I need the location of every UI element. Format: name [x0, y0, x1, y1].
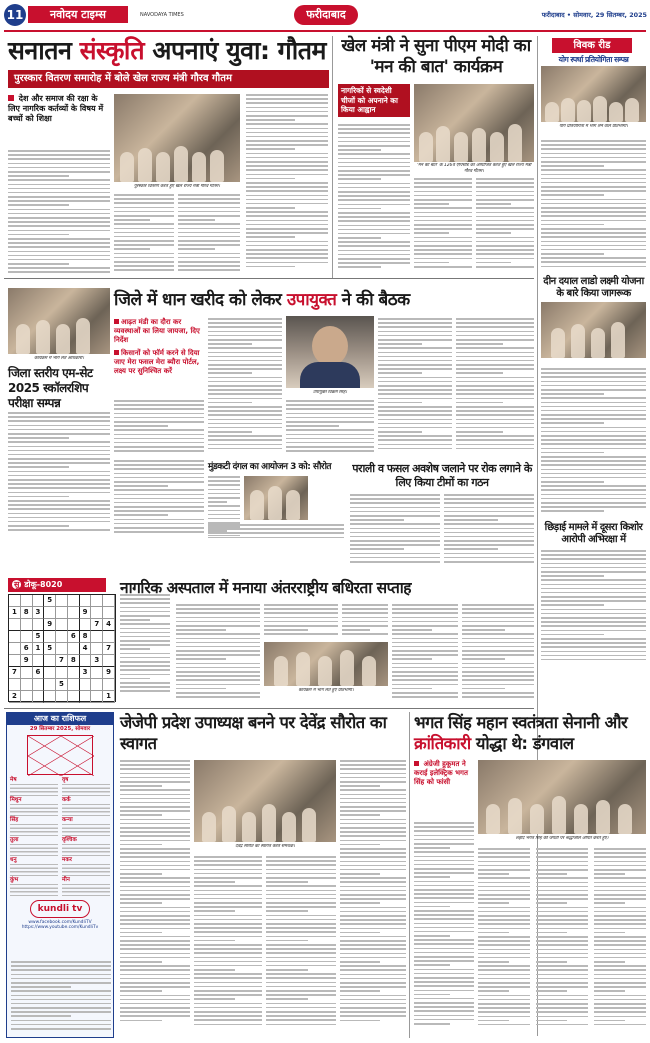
story12-photo-caption: शहीद भगत सिंह की जयंती पर श्रद्धांजलि अर्पित करते हुए। [515, 836, 609, 841]
story12-photo [478, 760, 646, 834]
sudoku-cell [9, 595, 21, 607]
section-tab [294, 5, 358, 25]
horoscope-title: आज का राशिफल [7, 713, 113, 725]
sudoku-cell: 7 [56, 655, 68, 667]
page-number-badge [4, 4, 26, 26]
sudoku-cell: 4 [103, 619, 115, 631]
story1-text-col1 [8, 150, 110, 276]
sudoku-cell: 8 [21, 607, 33, 619]
horoscope-sign-name: मिथुन [10, 797, 22, 803]
story4-left-photo [8, 288, 110, 354]
sudoku-cell [33, 619, 45, 631]
story7-text [350, 494, 440, 570]
story12-text-col1 [414, 822, 474, 1036]
story1-bullet: देश और समाज की रक्षा के लिए नागरिक कर्तव्यों के विषय में बच्चों को शिक्षा [8, 94, 104, 123]
sudoku-cell [91, 643, 103, 655]
masthead [0, 0, 650, 30]
horoscope-sign [62, 777, 110, 796]
horoscope-sign-text [62, 844, 110, 856]
horoscope-sign [10, 877, 58, 896]
sudoku-cell: 7 [9, 667, 21, 679]
sudoku-label-letter: सु [14, 580, 20, 589]
story12-bullet: अंग्रेजी हुकूमत ने कराई इलेक्ट्रिक भगत सिंह को फांसी [414, 760, 468, 786]
sudoku-cell [103, 607, 115, 619]
sudoku-cell [44, 631, 56, 643]
horoscope-sign [10, 837, 58, 856]
horoscope-text [11, 961, 111, 1035]
story11-photo-caption: देवेंद्र सौरोत का स्वागत करते समर्थक। [235, 844, 295, 849]
story10-text-col2 [264, 604, 338, 640]
story5-headline: जिला स्तरीय एम-सेट 2025 स्कॉलरशिप परीक्षा सम्पन्न [8, 366, 93, 410]
horoscope-sign-name: कन्या [62, 817, 73, 823]
story11-headline: जेजेपी प्रदेश उपाध्यक्ष बनने पर देवेंद्र सौरोत का स्वागत [120, 713, 387, 753]
story4-text-col1 [114, 400, 204, 456]
story10-headline: नागरिक अस्पताल में मनाया अंतरराष्ट्रीय बधिरता सप्ताह [120, 579, 412, 597]
sudoku-cell [21, 691, 33, 703]
horoscope-box [6, 712, 114, 1038]
horoscope-sign-text [10, 864, 58, 876]
sudoku-cell: 3 [80, 667, 92, 679]
sudoku-cell: 1 [33, 643, 45, 655]
masthead-rule [4, 30, 646, 32]
story7-text-col2 [444, 494, 534, 570]
sudoku-cell [21, 619, 33, 631]
story4-photo-caption: उपायुक्त विक्रम सिंह। [313, 390, 347, 395]
story12-text-col3 [536, 848, 588, 1036]
horoscope-sign-name: धनु [10, 857, 17, 863]
story2-text-col2 [414, 178, 472, 276]
sudoku-cell [21, 595, 33, 607]
horoscope-sign [62, 857, 110, 876]
kundli-web1: www.facebook.com/KundliTV [28, 920, 92, 925]
horoscope-sign-name: कर्क [62, 797, 71, 803]
horoscope-sign [62, 817, 110, 836]
horoscope-sign-name: मीन [62, 877, 70, 883]
sudoku-cell [91, 631, 103, 643]
sudoku-cell [9, 655, 21, 667]
sudoku-cell [68, 595, 80, 607]
sudoku-cell [80, 619, 92, 631]
story2-photo-caption: 'मन की बात' के 126वें एपिसोड का आयोजित करते हुए खेल राज्य मंत्री गौरव गौतम। [416, 163, 532, 174]
sudoku-cell [103, 595, 115, 607]
paper-name-small: NAVODAYA TIMES [140, 12, 184, 18]
story3-photo [541, 66, 646, 122]
bullet-square-icon [8, 95, 14, 101]
story10-text-col5 [462, 604, 534, 704]
sudoku-cell: 3 [91, 655, 103, 667]
story11-text-col3 [266, 856, 336, 1036]
horoscope-sign [62, 877, 110, 896]
sudoku-cell: 6 [68, 631, 80, 643]
sudoku-cell [103, 655, 115, 667]
sudoku-cell [33, 595, 45, 607]
story2-photo [414, 84, 534, 162]
story12-headline: भगत सिंह महान स्वतंत्रता सेनानी और क्रांतिकारी योद्धा थे: डंगवाल [414, 713, 628, 753]
sudoku-cell: 2 [9, 691, 21, 703]
story9-text [541, 550, 646, 668]
story6-photo [244, 476, 308, 520]
horoscope-date: 29 सितम्बर 2025, सोमवार [29, 726, 91, 732]
sudoku-cell [103, 631, 115, 643]
horoscope-sign-text [62, 804, 110, 816]
section-rule [4, 278, 534, 279]
sudoku-cell [91, 679, 103, 691]
story10-text-col4 [392, 604, 458, 704]
horoscope-sign-text [62, 784, 110, 796]
sudoku-cell [91, 607, 103, 619]
story1-photo-caption: पुरस्कार वितरण करते हुए खेल राज्य मंत्री गौरव गौतम। [134, 184, 220, 189]
sudoku-cell [9, 619, 21, 631]
sudoku-cell [56, 631, 68, 643]
sudoku-label [8, 578, 106, 592]
sudoku-cell [68, 619, 80, 631]
story2-text-col3 [476, 178, 534, 276]
section-rule [4, 708, 534, 709]
kundli-diagram-icon [28, 736, 94, 776]
sudoku-cell [103, 679, 115, 691]
story1-text-col2 [114, 194, 174, 276]
story1-strap: पुरस्कार वितरण समारोह में बोले खेल राज्य मंत्री गौरव गौतम [8, 70, 329, 88]
sudoku-cell: 1 [103, 691, 115, 703]
story4-text-col3 [286, 400, 374, 456]
sudoku-cell [44, 607, 56, 619]
story2-headline: खेल मंत्री ने सुना पीएम मोदी का 'मन की बात' कार्यक्रम [341, 36, 531, 77]
sudoku-cell: 8 [68, 655, 80, 667]
story1-text-col4 [246, 94, 328, 276]
horoscope-sign [10, 857, 58, 876]
sudoku-cell [91, 667, 103, 679]
story3-photo-caption: योग प्रतियोगिता में भाग लेने वाले प्रतिभागी। [559, 124, 628, 129]
story8-text [541, 368, 646, 518]
sudoku-cell: 9 [44, 619, 56, 631]
story6-text-col2 [208, 524, 344, 540]
story11-text-col1 [120, 760, 190, 1036]
sudoku-cell [80, 595, 92, 607]
story4-text-col2 [208, 318, 282, 456]
story11-text-col4 [340, 760, 406, 1036]
horoscope-sign-text [10, 784, 58, 796]
sudoku-cell [80, 655, 92, 667]
story11-text-col2 [194, 856, 262, 1036]
sudoku-cell [33, 655, 45, 667]
sudoku-cell: 5 [44, 643, 56, 655]
page-number: 11 [6, 8, 24, 22]
sudoku-cell [21, 631, 33, 643]
horoscope-sign-name: सिंह [10, 817, 19, 823]
sudoku-cell [56, 667, 68, 679]
horoscope-sign-text [62, 884, 110, 896]
horoscope-sign [10, 777, 58, 796]
bullet-square-icon [414, 761, 419, 766]
sudoku-cell [9, 631, 21, 643]
sudoku-cell [68, 643, 80, 655]
sudoku-cell [44, 679, 56, 691]
story5-text-col2 [114, 460, 204, 540]
sudoku-cell: 8 [80, 631, 92, 643]
horoscope-sign-text [10, 844, 58, 856]
story11-photo [194, 760, 336, 842]
sudoku-cell [91, 691, 103, 703]
sudoku-cell: 6 [21, 643, 33, 655]
sudoku-cell [33, 691, 45, 703]
sudoku-cell [33, 679, 45, 691]
horoscope-sign-name: मकर [62, 857, 72, 863]
sudoku-cell [68, 679, 80, 691]
sudoku-cell [56, 691, 68, 703]
kundli-brand: kundli tv [37, 904, 83, 914]
sudoku-cell [9, 679, 21, 691]
horoscope-sign-text [62, 864, 110, 876]
sudoku-cell: 6 [33, 667, 45, 679]
sudoku-cell [68, 691, 80, 703]
horoscope-sign-name: मेष [10, 777, 17, 783]
story7-headline: पराली व फसल अवशेष जलाने पर रोक लगाने के लिए किया टीमों का गठन [352, 462, 532, 489]
story4-text-col5 [456, 318, 534, 456]
paper-name-box [28, 6, 128, 23]
sudoku-cell [44, 691, 56, 703]
story1-text-col3 [178, 194, 240, 276]
sudoku-cell: 4 [80, 643, 92, 655]
story3-kicker: विवक रीड [552, 38, 632, 53]
story4-headline: जिले में धान खरीद को लेकर उपायुक्त ने की बैठक [114, 290, 410, 310]
story3-text [541, 140, 646, 276]
bullet-square-icon [114, 350, 119, 355]
sudoku-cell: 1 [9, 607, 21, 619]
sudoku-cell: 7 [103, 643, 115, 655]
story1-photo [114, 94, 240, 182]
horoscope-sign-name: कुंभ [10, 877, 19, 883]
story2-text-col1 [338, 124, 410, 276]
story4-bullets [114, 318, 204, 376]
section-name: फरीदाबाद [306, 8, 346, 21]
story8-headline: दीन दयाल लाडो लक्ष्मी योजना के बारे किया जागरूक [543, 276, 644, 299]
story8-photo [541, 302, 646, 358]
sudoku-solution-text [120, 594, 170, 698]
sudoku-cell: 5 [33, 631, 45, 643]
sudoku-cell [68, 607, 80, 619]
bullet-square-icon [114, 319, 119, 324]
date-line: फरीदाबाद • सोमवार, 29 सितम्बर, 2025 [541, 11, 647, 19]
sudoku-cell [44, 667, 56, 679]
horoscope-sign-name: वृष [62, 777, 69, 783]
story10-text-col1 [176, 604, 260, 704]
horoscope-sign-text [62, 824, 110, 836]
horoscope-sign-text [10, 804, 58, 816]
sudoku-cell [9, 643, 21, 655]
story3-headline: योग स्पर्धा प्रतियोगिता सम्पन्न [558, 55, 629, 64]
col-rule [332, 36, 333, 278]
sudoku-grid [8, 594, 116, 702]
kundli-logo [30, 900, 90, 918]
story4-photo [286, 316, 374, 388]
sudoku-cell [56, 607, 68, 619]
sudoku-cell [56, 643, 68, 655]
story12-text-col2 [478, 848, 530, 1036]
sudoku-cell [56, 595, 68, 607]
sudoku-cell [80, 691, 92, 703]
story4-left-caption: कार्यक्रम में भाग लेते अधिकारी। [34, 356, 84, 361]
story12-text-col4 [594, 848, 646, 1036]
kundli-web2: https://www.youtube.com/KundliTv [21, 925, 99, 930]
sudoku-cell: 5 [56, 679, 68, 691]
horoscope-sign-name: तुला [10, 837, 19, 843]
horoscope-signs [7, 777, 113, 896]
horoscope-sign-text [10, 824, 58, 836]
col-rule [409, 712, 410, 1038]
horoscope-sign [62, 797, 110, 816]
story4-text-col4 [378, 318, 452, 456]
story4-bullet2: किसानों को फॉर्म करने से दिया जाए मेरा फसल मेरा ब्यौरा पोर्टल, लक्ष्य पर सुनिश्चित करें [114, 349, 200, 375]
sudoku-cell: 9 [80, 607, 92, 619]
horoscope-sign [10, 797, 58, 816]
horoscope-sign-name: वृश्चिक [62, 837, 77, 843]
sudoku-cell [21, 667, 33, 679]
sudoku-cell: 9 [103, 667, 115, 679]
story10-photo-caption: कार्यक्रम में भाग लेते हुए प्रतिभागी। [298, 688, 354, 693]
horoscope-sign [62, 837, 110, 856]
sudoku-cell [21, 679, 33, 691]
sudoku-cell [68, 667, 80, 679]
story1-headline: सनातन संस्कृति अपनाएं युवा: गौतम [8, 36, 326, 65]
sudoku-cell: 5 [44, 595, 56, 607]
sudoku-cell: 3 [33, 607, 45, 619]
story5-text [8, 412, 110, 540]
sudoku-cell: 9 [21, 655, 33, 667]
sudoku-cell [56, 619, 68, 631]
story9-headline: छिड़ाई मामले में दूसरा किशोर आरोपी अभिरक्षा में [544, 522, 643, 545]
kundli-chart [27, 735, 93, 775]
sudoku-cell [44, 655, 56, 667]
horoscope-sign-text [10, 884, 58, 896]
story2-sub: नागरिकों से स्वदेशी चीजों को अपनाने का किया आह्वान [338, 84, 410, 117]
story6-headline: मुंडकटी दंगल का आयोजन 3 को: सौरोत [208, 462, 332, 472]
story10-photo [264, 642, 388, 686]
story10-text-col3 [342, 604, 388, 640]
paper-name: नवोदय टाइम्स [50, 8, 106, 21]
story4-bullet1: आढ़त मंडी का दौरा कर व्यवस्थाओं का लिया जायजा, दिए निर्देश [114, 318, 200, 344]
sudoku-cell [80, 679, 92, 691]
sudoku-cell [91, 595, 103, 607]
sudoku-label-text: डोकू-8020 [24, 580, 63, 589]
horoscope-sign [10, 817, 58, 836]
sudoku-cell: 7 [91, 619, 103, 631]
